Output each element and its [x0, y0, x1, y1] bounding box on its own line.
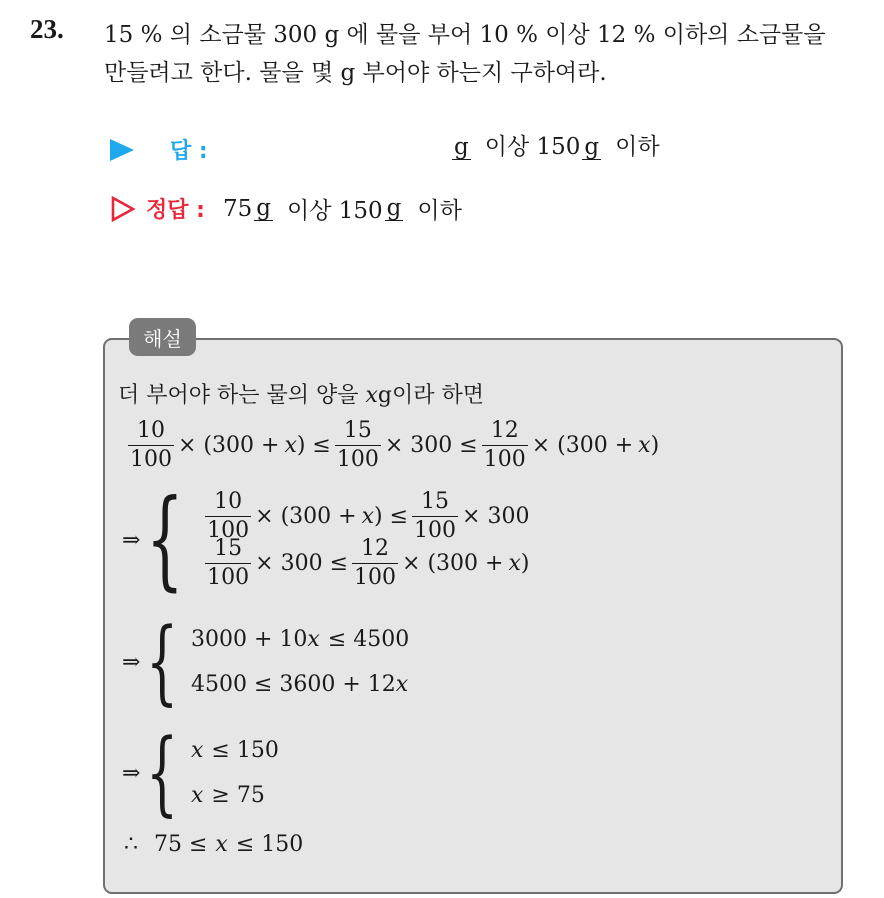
solution-step-2: ⇒ { $\frac{10}{100}$ × (300 + x ) ≤ $\frac{15}{100}$ × 300 $\frac{15}{100}$ × 300 ≤ $\frac{12}{100}$ × (300 + x ): [122, 477, 530, 602]
answer-end: 이하: [615, 134, 660, 160]
solution-conclusion: ∴ 75 ≤ x ≤ 150: [124, 832, 304, 857]
answer-blank[interactable]: [452, 128, 660, 161]
solution-tag: 해설: [129, 318, 196, 356]
correct-answer-end: 이하: [417, 198, 462, 224]
correct-answer-label: 정답 :: [146, 198, 205, 223]
correct-answer-unit-2: g: [386, 194, 402, 221]
correct-answer-mid: 이상 150: [286, 198, 383, 224]
answer-unit-2: g: [584, 134, 600, 160]
answer-row: [110, 134, 208, 165]
solution-step-4: ⇒ { x ≤ 150 x ≥ 75: [122, 719, 279, 826]
correct-answer-row: [110, 192, 462, 225]
question-number: 23.: [30, 14, 64, 44]
play-triangle-icon: [110, 139, 134, 161]
answer-mid: 이상 150: [484, 134, 581, 160]
outline-triangle-icon: [110, 196, 136, 222]
correct-answer-low: 75: [222, 195, 253, 222]
solution-intro: 더 부어야 하는 물의 양을 xg이라 하면: [118, 383, 485, 408]
question-line-1: 15 % 의 소금물 300 g 에 물을 부어 10 % 이상 12 % 이하의 소금물을: [104, 22, 826, 48]
answer-label: 답 :: [170, 139, 208, 164]
solution-step-1: $\frac{10}{100}$ × (300 + x ) ≤ $\frac{15}{100}$ × 300 ≤ $\frac{12}{100}$ × (300 + x ): [130, 418, 660, 472]
answer-unit: g: [454, 134, 469, 160]
solution-step-3: ⇒ { 3000 + 10 x ≤ 4500 4500 ≤ 3600 + 12 x: [122, 608, 410, 715]
question-line-2: 만들려고 한다. 물을 몇 g 부어야 하는지 구하여라.: [104, 60, 607, 86]
correct-answer-unit: g: [256, 194, 271, 221]
